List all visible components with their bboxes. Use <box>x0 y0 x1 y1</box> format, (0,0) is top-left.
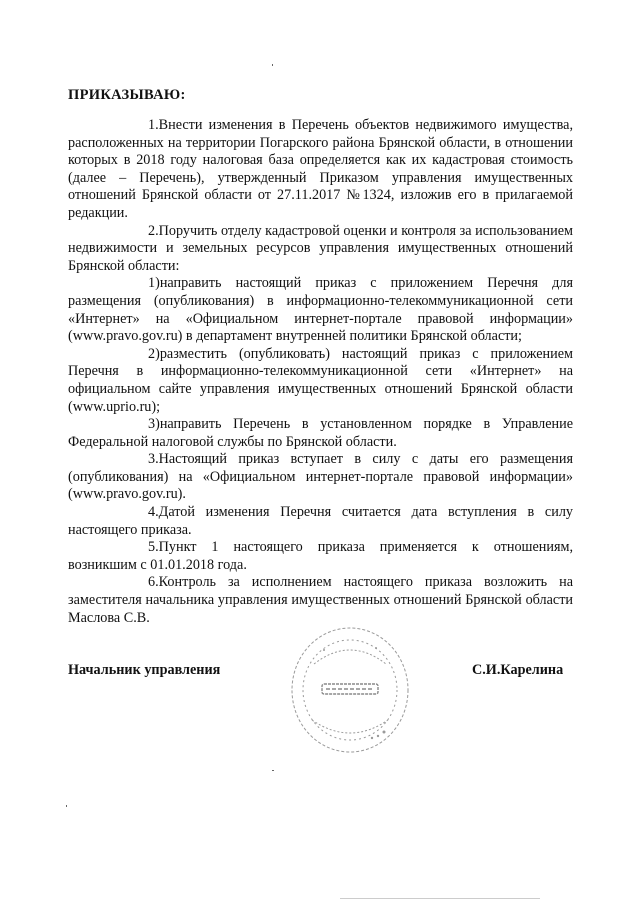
signature-position: Начальник управления <box>68 662 221 678</box>
paragraph-text: Поручить отделу кадастровой оценки и контроля за использованием недвижимости и земельных ресурсов управления имущественных отношений Брянской области: <box>68 222 573 274</box>
signature-name: С.И.Карелина <box>472 662 564 678</box>
paragraph-number: 1) <box>148 275 160 292</box>
paragraph-4 <box>68 504 573 539</box>
paragraph-5 <box>68 539 573 574</box>
subparagraph-3 <box>68 416 573 451</box>
paragraph-text: Настоящий приказ вступает в силу с даты его размещения (опубликования) на «Официальном интернет-портале правовой информации» (www.pravo.gov.ru). <box>68 451 573 503</box>
paragraph-text: Внести изменения в Перечень объектов недвижимого имущества, расположенных на территории Погарского района Брянской области, в отношении которых в 2018 году налоговая база определяется как их кадастровая стоимость (далее – Перечень), утвержденный Приказом управления имущественных отношений Брянской области от 27.11.2017 №1324, изложив его в прилагаемой редакции. <box>68 117 573 221</box>
paragraph-number: 5. <box>148 539 159 556</box>
paragraph-text: направить настоящий приказ с приложением Перечня для размещения (опубликования) в информационно-телекоммуникационной сети «Интернет» на «Официальном интернет-портале правовой информации» (www.pravo.gov.ru) в департамент внутренней политики Брянской области; <box>68 275 573 345</box>
paragraph-number: 6. <box>148 574 159 591</box>
subparagraph-2 <box>68 346 573 416</box>
paragraph-text: Датой изменения Перечня считается дата вступления в силу настоящего приказа. <box>68 504 573 538</box>
scan-speck <box>272 770 274 771</box>
paragraph-1 <box>68 117 573 223</box>
paragraph-2 <box>68 223 573 276</box>
round-seal-icon <box>284 620 416 760</box>
paragraph-number: 1. <box>148 117 159 133</box>
paragraph-number: 2) <box>148 345 160 362</box>
paragraph-text: направить Перечень в установленном порядке в Управление Федеральной налоговой службы по Брянской области. <box>68 416 573 450</box>
subparagraph-1 <box>68 275 573 345</box>
paragraph-number: 2. <box>148 222 159 239</box>
scan-speck <box>272 64 273 66</box>
paragraph-number: 3. <box>148 451 159 468</box>
paragraph-text: Пункт 1 настоящего приказа применяется к отношениям, возникшим с 01.01.2018 года. <box>68 539 573 573</box>
paragraph-number: 4. <box>148 504 159 521</box>
paragraph-number: 3) <box>148 416 160 433</box>
paragraph-text: Контроль за исполнением настоящего приказа возложить на заместителя начальника управления имущественных отношений Брянской области Маслова С.В. <box>68 574 573 626</box>
scan-speck <box>66 805 67 807</box>
paragraph-text: разместить (опубликовать) настоящий приказ с приложением Перечня в информационно-телекоммуникационной сети «Интернет» на официальном сайте управления имущественных отношений Брянской области (www.uprio.ru); <box>68 345 573 415</box>
order-body <box>68 117 573 627</box>
scan-speck <box>340 898 540 899</box>
paragraph-3 <box>68 451 573 504</box>
order-heading: ПРИКАЗЫВАЮ: <box>68 87 186 103</box>
